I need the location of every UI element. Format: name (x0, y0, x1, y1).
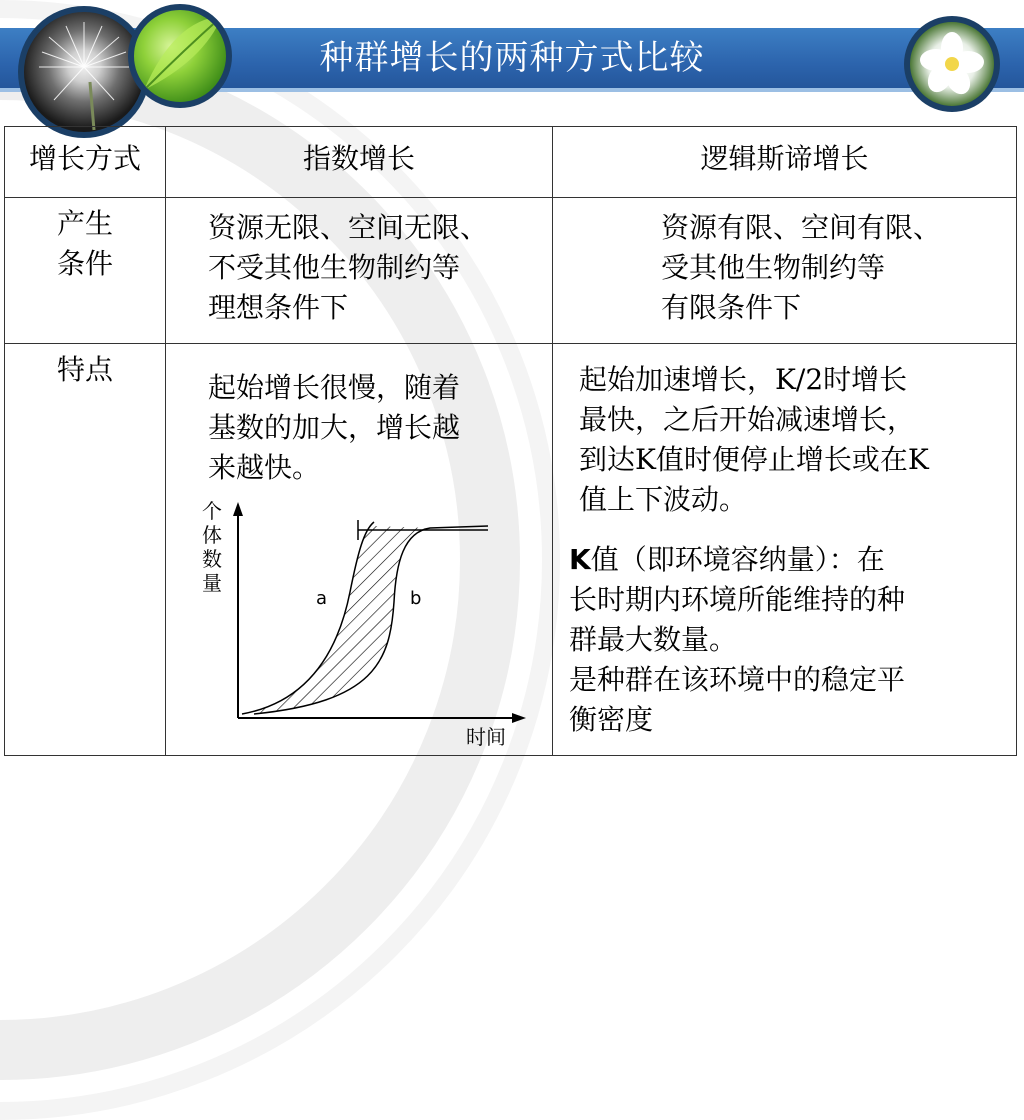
row-label-condition (5, 198, 166, 344)
text-line: 基数的加大，增长越 (208, 411, 461, 444)
table-row-feature (5, 344, 1017, 756)
y-axis-label-char: 数 (202, 547, 222, 571)
comparison-table (4, 126, 1017, 756)
x-axis-arrow (512, 713, 526, 723)
text-line: 起始加速增长，K/2时增长 (579, 363, 908, 396)
text-line: 资源无限、空间无限、 (208, 211, 489, 244)
row-label-line: 条件 (56, 247, 113, 280)
x-axis-label: 时间 (466, 725, 506, 749)
slide-title: 种群增长的两种方式比较 (319, 38, 705, 78)
header-cell-exponential: 指数增长 (166, 127, 553, 198)
text-line: 有限条件下 (661, 291, 802, 324)
text-line: 衡密度 (569, 703, 654, 736)
y-axis-label-char: 量 (202, 571, 222, 595)
row-label-feature: 特点 (5, 344, 166, 756)
text-line: 群最大数量。 (569, 623, 738, 656)
feature-exponential (166, 344, 553, 756)
text-line: 到达K值时便停止增长或在K (579, 443, 929, 476)
table-header-row (5, 127, 1017, 198)
text-line (569, 540, 979, 580)
curve-a-label: a (316, 588, 328, 609)
k-bold-letter: K (569, 543, 591, 576)
k-value-definition (569, 540, 979, 740)
flower-photo-badge (904, 16, 1000, 112)
text-line: 受其他生物制约等 (661, 251, 886, 284)
text-line: 值上下波动。 (579, 483, 748, 516)
text-line: 资源有限、空间有限、 (661, 211, 942, 244)
condition-exponential (166, 198, 553, 344)
y-axis-label-char: 个 (202, 499, 222, 523)
text-line: 来越快。 (208, 451, 321, 484)
curve-b-label: b (410, 588, 422, 609)
y-axis-arrow (233, 502, 243, 516)
text-line: 理想条件下 (208, 291, 349, 324)
growth-curve-figure (198, 492, 528, 754)
condition-logistic (553, 198, 1017, 344)
text-line: 长时期内环境所能维持的种 (569, 583, 906, 616)
k-definition-first-line: 值（即环境容纳量）：在 (590, 543, 885, 576)
text-line: 是种群在该环境中的稳定平 (569, 663, 906, 696)
text-line: 最快，之后开始减速增长， (579, 403, 916, 436)
text-line: 不受其他生物制约等 (208, 251, 461, 284)
leaf-photo-badge (128, 4, 232, 108)
row-label-line: 产生 (56, 207, 113, 240)
feature-logistic (553, 344, 1017, 756)
table-row-condition (5, 198, 1017, 344)
y-axis-label-char: 体 (202, 523, 222, 547)
text-line: 起始增长很慢，随着 (208, 371, 461, 404)
header-cell-growth-mode: 增长方式 (5, 127, 166, 198)
header-cell-logistic: 逻辑斯谛增长 (553, 127, 1017, 198)
